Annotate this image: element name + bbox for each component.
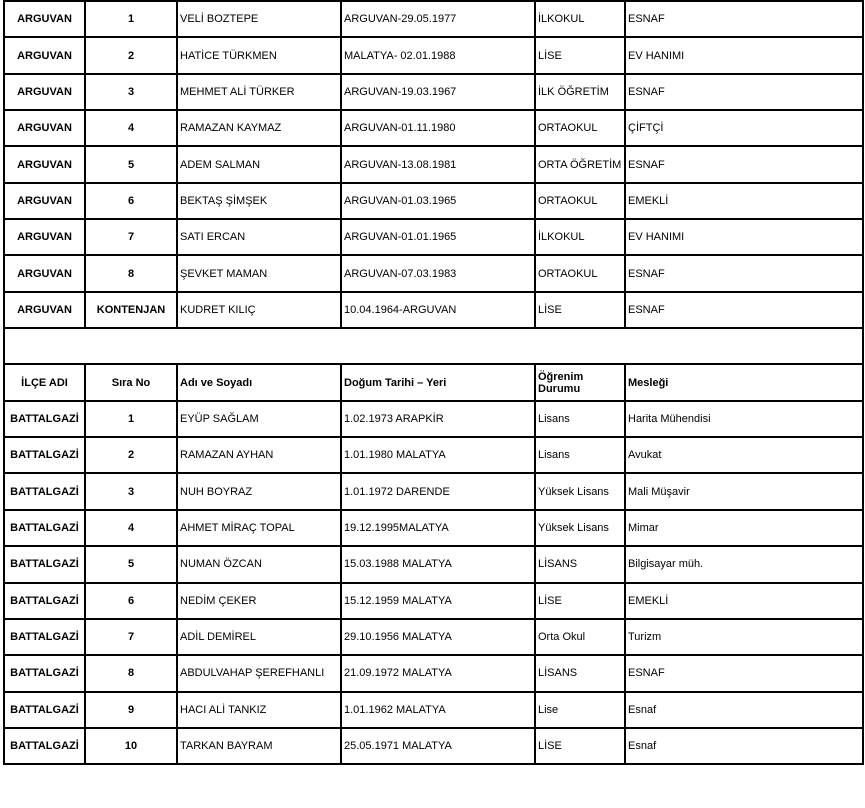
order-cell: 3 xyxy=(85,473,177,509)
birth-cell: ARGUVAN-29.05.1977 xyxy=(341,1,535,37)
name-cell: BEKTAŞ ŞİMŞEK xyxy=(177,183,341,219)
education-cell: LİSE xyxy=(535,292,625,328)
name-cell: HATİCE TÜRKMEN xyxy=(177,37,341,73)
district-cell: ARGUVAN xyxy=(4,219,85,255)
table-row xyxy=(4,655,863,691)
order-cell: 1 xyxy=(85,1,177,37)
occupation-cell: ÇİFTÇİ xyxy=(625,110,863,146)
district-cell: BATTALGAZİ xyxy=(4,546,85,582)
birth-cell: 1.01.1980 MALATYA xyxy=(341,437,535,473)
occupation-cell: Mali Müşavir xyxy=(625,473,863,509)
order-cell: 4 xyxy=(85,110,177,146)
birth-cell: 1.02.1973 ARAPKİR xyxy=(341,401,535,437)
district-cell: ARGUVAN xyxy=(4,37,85,73)
name-cell: RAMAZAN AYHAN xyxy=(177,437,341,473)
order-cell: 7 xyxy=(85,619,177,655)
name-cell: TARKAN BAYRAM xyxy=(177,728,341,764)
occupation-cell: ESNAF xyxy=(625,146,863,182)
education-cell: ORTA ÖĞRETİM xyxy=(535,146,625,182)
birth-cell: 1.01.1972 DARENDE xyxy=(341,473,535,509)
district-cell: ARGUVAN xyxy=(4,74,85,110)
birth-cell: ARGUVAN-07.03.1983 xyxy=(341,255,535,291)
occupation-cell: EV HANIMI xyxy=(625,219,863,255)
occupation-cell: Turizm xyxy=(625,619,863,655)
birth-cell: 1.01.1962 MALATYA xyxy=(341,692,535,728)
table-row xyxy=(4,183,863,219)
district-cell: BATTALGAZİ xyxy=(4,401,85,437)
header-occupation: Mesleği xyxy=(625,364,863,400)
table-row xyxy=(4,74,863,110)
education-cell: İLKOKUL xyxy=(535,1,625,37)
occupation-cell: ESNAF xyxy=(625,255,863,291)
table-row xyxy=(4,219,863,255)
name-cell: RAMAZAN KAYMAZ xyxy=(177,110,341,146)
name-cell: HACI ALİ TANKIZ xyxy=(177,692,341,728)
education-cell: Lise xyxy=(535,692,625,728)
education-cell: ORTAOKUL xyxy=(535,183,625,219)
table-row xyxy=(4,437,863,473)
name-cell: KUDRET KILIÇ xyxy=(177,292,341,328)
district-cell: BATTALGAZİ xyxy=(4,437,85,473)
candidate-list-table xyxy=(3,0,864,765)
order-cell: 9 xyxy=(85,692,177,728)
occupation-cell: EMEKLİ xyxy=(625,583,863,619)
order-cell: 6 xyxy=(85,183,177,219)
name-cell: ADEM SALMAN xyxy=(177,146,341,182)
district-cell: ARGUVAN xyxy=(4,1,85,37)
table-row xyxy=(4,583,863,619)
table-row xyxy=(4,510,863,546)
table-row xyxy=(4,473,863,509)
district-cell: ARGUVAN xyxy=(4,146,85,182)
order-cell: 1 xyxy=(85,401,177,437)
occupation-cell: ESNAF xyxy=(625,74,863,110)
name-cell: ABDULVAHAP ŞEREFHANLI xyxy=(177,655,341,691)
name-cell: VELİ BOZTEPE xyxy=(177,1,341,37)
education-cell: Yüksek Lisans xyxy=(535,473,625,509)
education-cell: LİSE xyxy=(535,37,625,73)
birth-cell: ARGUVAN-01.01.1965 xyxy=(341,219,535,255)
order-cell: 2 xyxy=(85,437,177,473)
occupation-cell: Mimar xyxy=(625,510,863,546)
table-row xyxy=(4,546,863,582)
section-spacer xyxy=(4,328,863,364)
education-cell: ORTAOKUL xyxy=(535,255,625,291)
education-cell: Lisans xyxy=(535,437,625,473)
birth-cell: ARGUVAN-19.03.1967 xyxy=(341,74,535,110)
table-row xyxy=(4,1,863,37)
occupation-cell: Esnaf xyxy=(625,692,863,728)
name-cell: NUMAN ÖZCAN xyxy=(177,546,341,582)
header-order: Sıra No xyxy=(85,364,177,400)
occupation-cell: Bilgisayar müh. xyxy=(625,546,863,582)
education-cell: Yüksek Lisans xyxy=(535,510,625,546)
education-cell: İLK ÖĞRETİM xyxy=(535,74,625,110)
table-row xyxy=(4,292,863,328)
occupation-cell: ESNAF xyxy=(625,655,863,691)
district-cell: ARGUVAN xyxy=(4,183,85,219)
name-cell: ADİL DEMİREL xyxy=(177,619,341,655)
occupation-cell: Esnaf xyxy=(625,728,863,764)
birth-cell: ARGUVAN-13.08.1981 xyxy=(341,146,535,182)
district-cell: BATTALGAZİ xyxy=(4,728,85,764)
order-cell: 3 xyxy=(85,74,177,110)
birth-cell: 10.04.1964-ARGUVAN xyxy=(341,292,535,328)
table-row xyxy=(4,255,863,291)
table-row xyxy=(4,37,863,73)
header-row xyxy=(4,364,863,400)
order-cell: 5 xyxy=(85,546,177,582)
order-cell: 10 xyxy=(85,728,177,764)
education-cell: LİSANS xyxy=(535,655,625,691)
birth-cell: 21.09.1972 MALATYA xyxy=(341,655,535,691)
district-cell: ARGUVAN xyxy=(4,110,85,146)
name-cell: ŞEVKET MAMAN xyxy=(177,255,341,291)
education-cell: LİSE xyxy=(535,583,625,619)
occupation-cell: ESNAF xyxy=(625,292,863,328)
occupation-cell: Harita Mühendisi xyxy=(625,401,863,437)
district-cell: BATTALGAZİ xyxy=(4,510,85,546)
order-cell: 7 xyxy=(85,219,177,255)
table-row xyxy=(4,692,863,728)
district-cell: BATTALGAZİ xyxy=(4,655,85,691)
education-cell: ORTAOKUL xyxy=(535,110,625,146)
order-cell: 8 xyxy=(85,255,177,291)
name-cell: MEHMET ALİ TÜRKER xyxy=(177,74,341,110)
education-cell: İLKOKUL xyxy=(535,219,625,255)
district-cell: BATTALGAZİ xyxy=(4,473,85,509)
order-cell: 2 xyxy=(85,37,177,73)
education-cell: Orta Okul xyxy=(535,619,625,655)
blank-cell xyxy=(4,328,863,364)
birth-cell: 19.12.1995MALATYA xyxy=(341,510,535,546)
table-row xyxy=(4,146,863,182)
table-row xyxy=(4,401,863,437)
birth-cell: ARGUVAN-01.03.1965 xyxy=(341,183,535,219)
district-cell: BATTALGAZİ xyxy=(4,619,85,655)
table-row xyxy=(4,619,863,655)
battalgazi-section xyxy=(4,364,863,764)
name-cell: SATI ERCAN xyxy=(177,219,341,255)
name-cell: EYÜP SAĞLAM xyxy=(177,401,341,437)
birth-cell: 15.12.1959 MALATYA xyxy=(341,583,535,619)
name-cell: NUH BOYRAZ xyxy=(177,473,341,509)
name-cell: AHMET MİRAÇ TOPAL xyxy=(177,510,341,546)
header-education: Öğrenim Durumu xyxy=(535,364,625,400)
education-cell: Lisans xyxy=(535,401,625,437)
birth-cell: 29.10.1956 MALATYA xyxy=(341,619,535,655)
order-cell: 4 xyxy=(85,510,177,546)
order-cell: KONTENJAN xyxy=(85,292,177,328)
birth-cell: MALATYA- 02.01.1988 xyxy=(341,37,535,73)
table-row xyxy=(4,110,863,146)
occupation-cell: EMEKLİ xyxy=(625,183,863,219)
name-cell: NEDİM ÇEKER xyxy=(177,583,341,619)
occupation-cell: ESNAF xyxy=(625,1,863,37)
header-birth: Doğum Tarihi – Yeri xyxy=(341,364,535,400)
order-cell: 8 xyxy=(85,655,177,691)
district-cell: ARGUVAN xyxy=(4,255,85,291)
table-row xyxy=(4,728,863,764)
order-cell: 6 xyxy=(85,583,177,619)
header-name: Adı ve Soyadı xyxy=(177,364,341,400)
birth-cell: 15.03.1988 MALATYA xyxy=(341,546,535,582)
header-district: İLÇE ADI xyxy=(4,364,85,400)
education-cell: LİSANS xyxy=(535,546,625,582)
blank-row xyxy=(4,328,863,364)
birth-cell: ARGUVAN-01.11.1980 xyxy=(341,110,535,146)
district-cell: ARGUVAN xyxy=(4,292,85,328)
occupation-cell: Avukat xyxy=(625,437,863,473)
education-cell: LİSE xyxy=(535,728,625,764)
arguvan-section xyxy=(4,1,863,328)
district-cell: BATTALGAZİ xyxy=(4,692,85,728)
order-cell: 5 xyxy=(85,146,177,182)
occupation-cell: EV HANIMI xyxy=(625,37,863,73)
district-cell: BATTALGAZİ xyxy=(4,583,85,619)
birth-cell: 25.05.1971 MALATYA xyxy=(341,728,535,764)
